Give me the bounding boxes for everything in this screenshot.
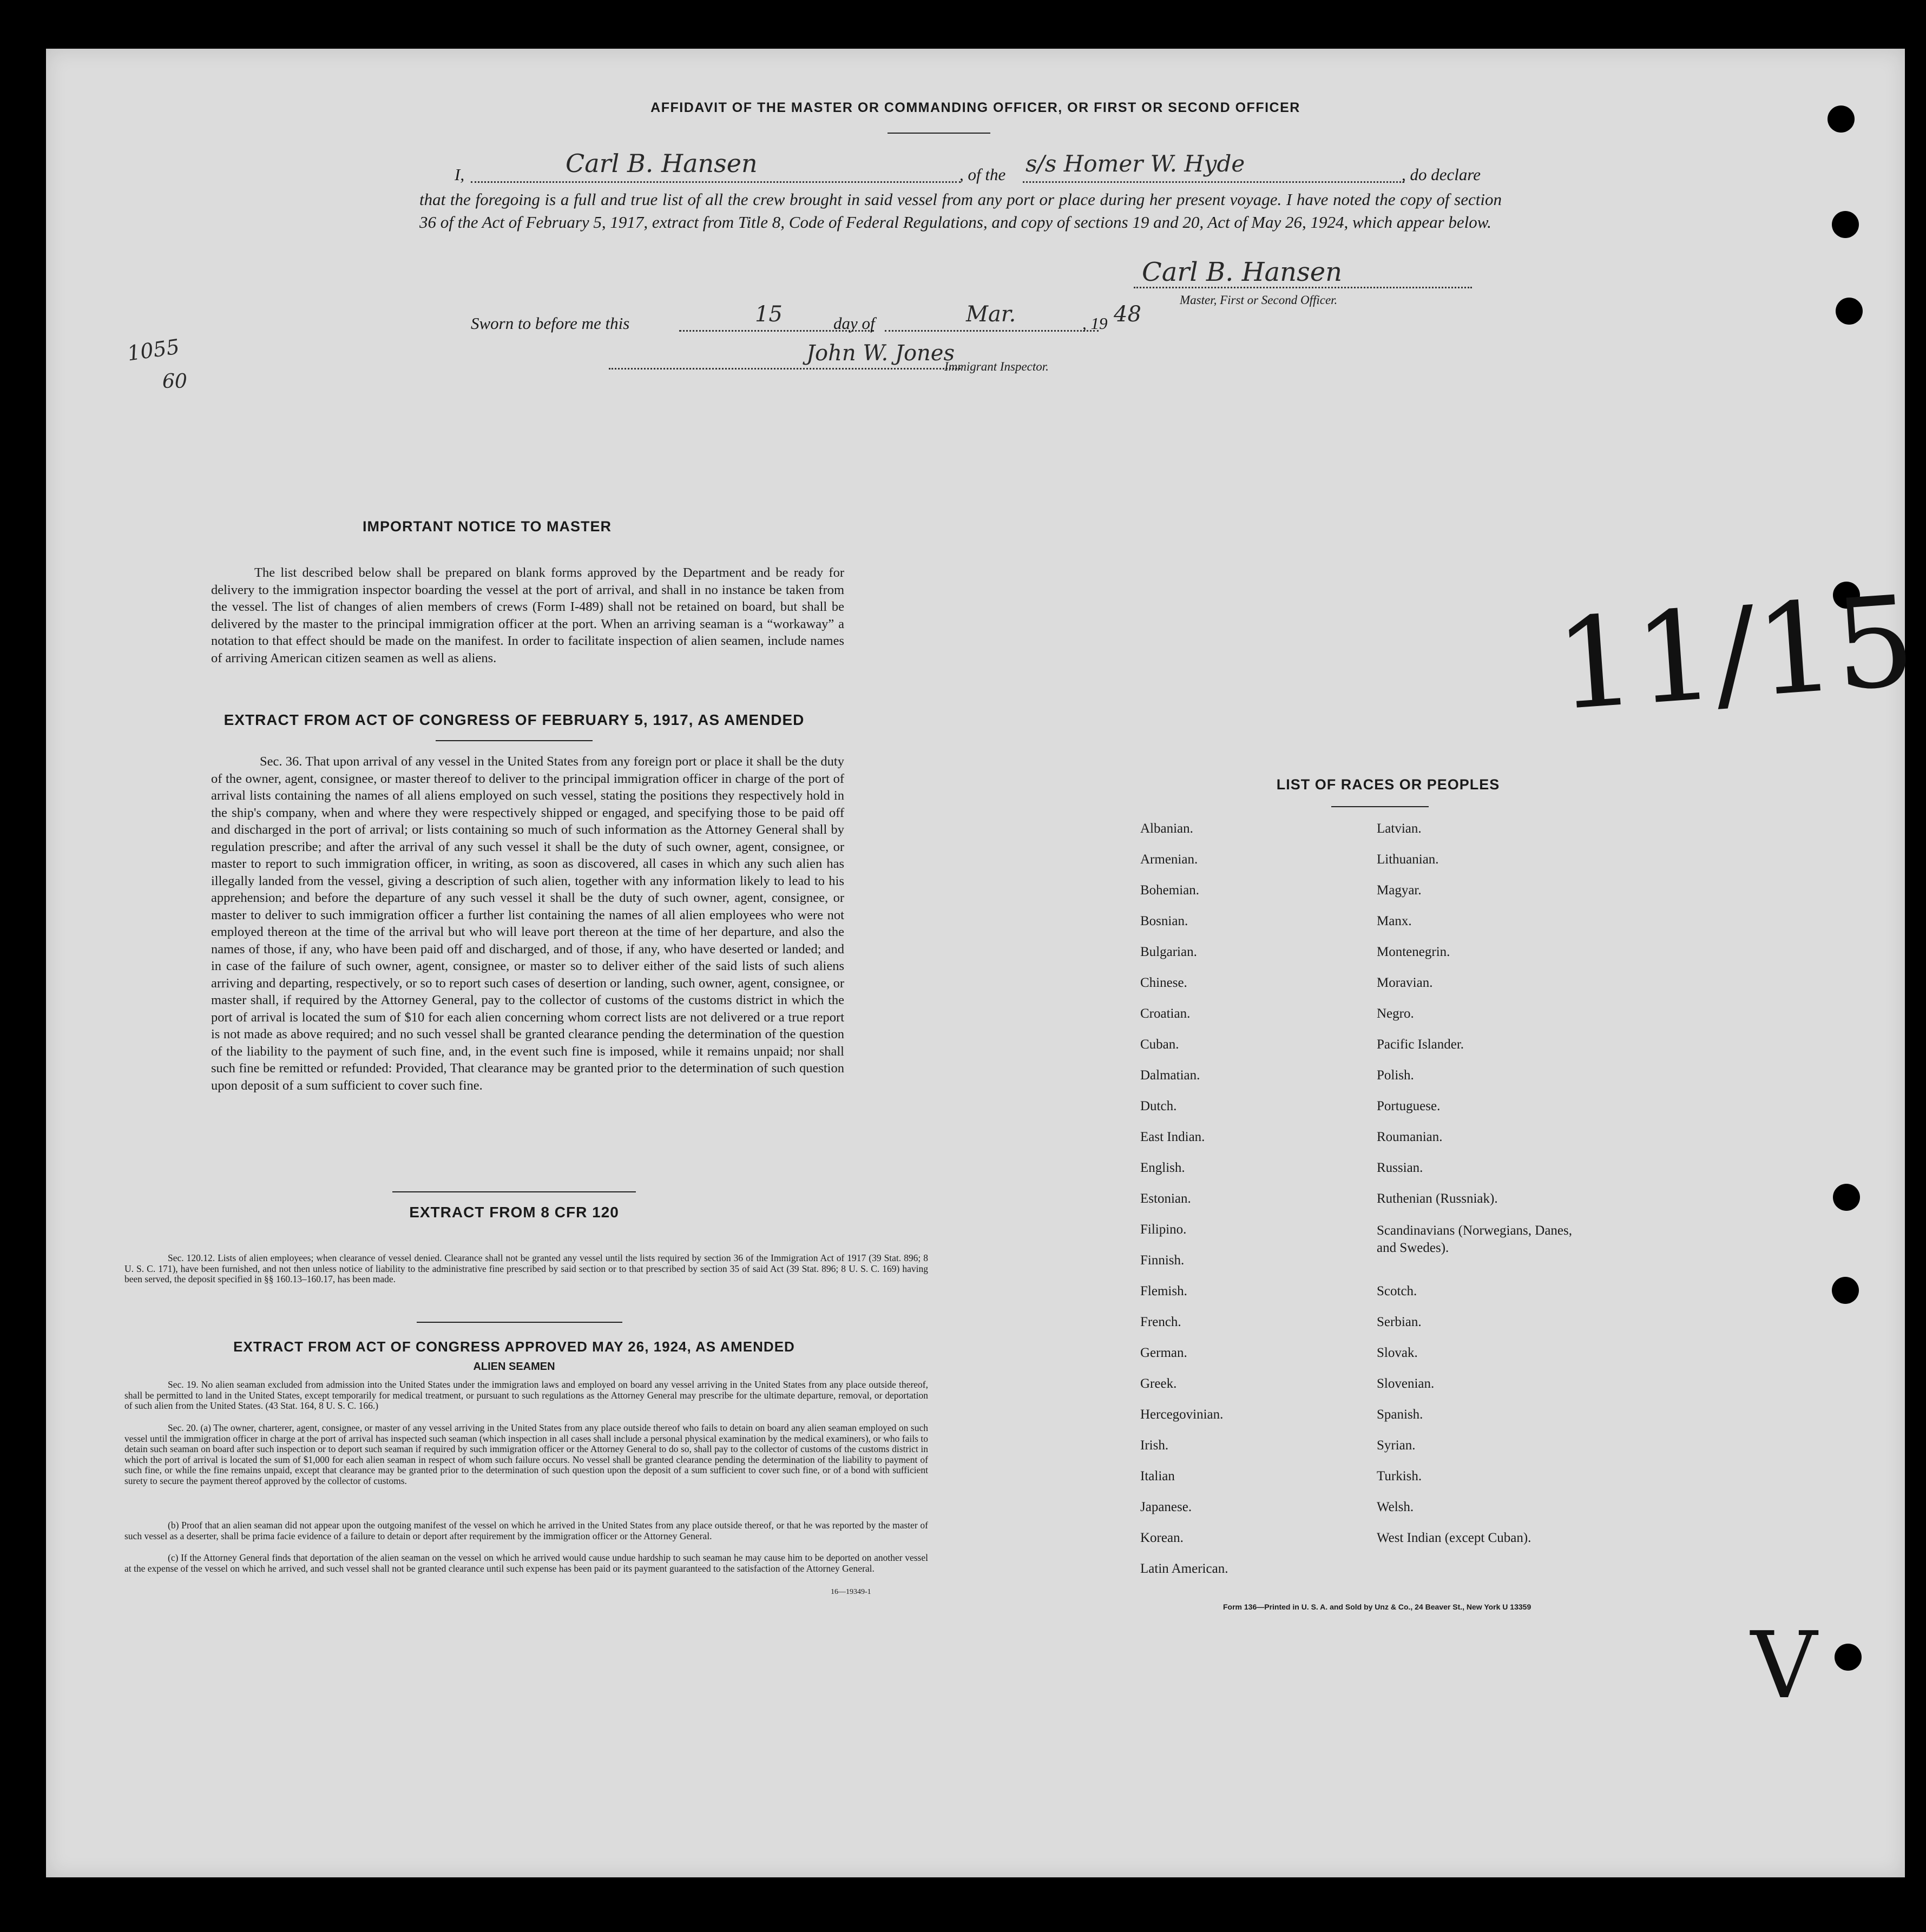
race-item: Negro. [1377, 1006, 1414, 1021]
race-item: Syrian. [1377, 1438, 1416, 1453]
race-item: West Indian (except Cuban). [1377, 1531, 1531, 1545]
affidavit-title: AFFIDAVIT OF THE MASTER OR COMMANDING OFFICER, OR FIRST OR SECOND OFFICER [650, 100, 1300, 115]
sworn-month: Mar. [966, 302, 1016, 327]
race-item: Albanian. [1140, 821, 1193, 836]
race-item: Bohemian. [1140, 883, 1200, 898]
sworn-year: 48 [1114, 302, 1141, 327]
race-item: Estonian. [1140, 1191, 1191, 1206]
race-item: Turkish. [1377, 1469, 1422, 1483]
inspector-label: Immigrant Inspector. [944, 360, 1049, 373]
master-signature-line [1134, 287, 1472, 288]
race-item: Polish. [1377, 1068, 1414, 1083]
race-item: English. [1140, 1160, 1185, 1175]
race-item: Irish. [1140, 1438, 1169, 1453]
sworn-label: Sworn to before me this [471, 314, 630, 333]
binder-hole [1832, 1277, 1859, 1304]
races-heading: LIST OF RACES OR PEOPLES [1276, 776, 1500, 793]
of-the-label: , of the [959, 165, 1006, 184]
sworn-day: 15 [755, 302, 783, 327]
race-item: Pacific Islander. [1377, 1037, 1464, 1052]
document-page [46, 49, 1920, 1877]
binder-hole [1835, 1644, 1862, 1671]
race-item: German. [1140, 1346, 1187, 1360]
extract-cfr-text: Sec. 120.12. Lists of alien employees; when clearance of vessel denied. Clearance shall not be granted any vessel until the lists required by section 36 of the Immigration Act of 1917 (39 Stat. 896; 8 U. S. C. 171), have been furnished, and not then unless notice of liability to the administrative fine prescribed by said section or to that prescribed by section 35 of said Act (39 Stat. 896; 8 U. S. C. 169) having been served, the deposit specified in §§ 160.13–160.17, has been made. [124, 1252, 928, 1285]
vessel-name-line [1023, 181, 1404, 183]
race-item: Montenegrin. [1377, 945, 1450, 959]
race-item: Finnish. [1140, 1253, 1185, 1268]
race-item: Bulgarian. [1140, 945, 1197, 959]
notice-text: The list described below shall be prepared on blank forms approved by the Department and be ready for delivery to the immigration inspector boarding the vessel at the port of arrival, and shall in no instance be taken from the vessel. The list of changes of alien members of crews (Form I-489) shall not be retained on board, but shall be delivered by the master to the principal immigration officer at the port. When an arriving seaman is a “workaway” a notation to that effect should be made on the manifest. In order to facilitate inspection of alien seamen, include names of arriving American citizen seamen as well as aliens. [211, 565, 844, 665]
extract-1917-divider [436, 740, 593, 741]
master-name-handwritten: Carl B. Hansen [566, 149, 758, 178]
race-item: Korean. [1140, 1531, 1184, 1545]
race-item: Serbian. [1377, 1315, 1422, 1329]
race-item: Latvian. [1377, 821, 1422, 836]
declaration-text: that the foregoing is a full and true list of all the crew brought in said vessel from any port or place during her present voyage. I have noted the copy of section 36 of the Act of February 5, 1917, extract from Title 8, Code of Federal Regulations, and copy of sections 19 and 20, Act of May 26, 1924, which appear below. [419, 190, 1502, 232]
extract-1924-heading: EXTRACT FROM ACT OF CONGRESS APPROVED MAY 26, 1924, AS AMENDED [233, 1338, 795, 1355]
1924-divider-top [417, 1322, 622, 1323]
margin-note-right-date: 11/15 [1551, 569, 1920, 738]
form-footer: Form 136—Printed in U. S. A. and Sold by Unz & Co., 24 Beaver St., New York U 13359 [1223, 1603, 1531, 1611]
race-item: Russian. [1377, 1160, 1423, 1175]
race-item: Greek. [1140, 1376, 1177, 1391]
inspector-signature-line [609, 368, 961, 370]
race-item: Slovenian. [1377, 1376, 1435, 1391]
margin-note-left-bottom: 60 [162, 371, 187, 393]
race-item: Roumanian. [1377, 1130, 1443, 1144]
race-item: Welsh. [1377, 1500, 1414, 1514]
extract-1924-sec20b: (b) Proof that an alien seaman did not appear upon the outgoing manifest of the vessel on which he arrived in the United States from any place outside thereof, or that he was reported by the master of such vessel as a deserter, shall be prima facie evidence of a failure to detain or deport after requirement by the immigration officer or the Attorney General. [124, 1520, 928, 1541]
race-item: Chinese. [1140, 975, 1187, 990]
race-item: Moravian. [1377, 975, 1433, 990]
race-item: Bosnian. [1140, 914, 1188, 928]
binder-hole [1833, 1184, 1860, 1211]
master-name-line [471, 181, 961, 183]
race-item: Armenian. [1140, 852, 1198, 867]
margin-note-left-top: 1055 [126, 334, 181, 366]
race-item: Manx. [1377, 914, 1412, 928]
race-item: Scandinavians (Norwegians, Danes, and Swedes). [1377, 1223, 1573, 1255]
race-item: Ruthenian (Russniak). [1377, 1191, 1498, 1206]
extract-1924-subheading: ALIEN SEAMEN [473, 1361, 555, 1373]
race-item: Cuban. [1140, 1037, 1179, 1052]
race-item: Japanese. [1140, 1500, 1192, 1514]
day-of-label: day of [833, 314, 875, 333]
races-divider [1331, 806, 1429, 807]
year-prefix: , 19 [1082, 314, 1108, 333]
do-declare-label: , do declare [1402, 165, 1481, 184]
race-item: Magyar. [1377, 883, 1422, 898]
race-item: Lithuanian. [1377, 852, 1439, 867]
binder-hole [1832, 211, 1859, 238]
race-item: Filipino. [1140, 1222, 1187, 1237]
binder-hole [1836, 298, 1863, 325]
race-item: Hercegovinian. [1140, 1407, 1224, 1422]
race-item: French. [1140, 1315, 1181, 1329]
race-item: Spanish. [1377, 1407, 1423, 1422]
race-item: Flemish. [1140, 1284, 1187, 1298]
cfr-divider-top [392, 1191, 636, 1192]
print-code: 16—19349-1 [831, 1588, 871, 1596]
race-item: East Indian. [1140, 1130, 1205, 1144]
extract-1917-heading: EXTRACT FROM ACT OF CONGRESS OF FEBRUARY 5, 1917, AS AMENDED [224, 711, 805, 728]
race-item: Dalmatian. [1140, 1068, 1200, 1083]
i-label: I, [455, 165, 465, 184]
margin-note-right-mark: V [1751, 1612, 1817, 1719]
race-item: Croatian. [1140, 1006, 1191, 1021]
race-item: Slovak. [1377, 1346, 1418, 1360]
extract-1924-sec20a: Sec. 20. (a) The owner, charterer, agent, consignee, or master of any vessel arriving in the United States from any place outside thereof who fails to detain on board any alien seaman employed on such vessel until the immigration officer in charge at the port of arrival has inspected such seaman (which inspection in all cases shall include a personal physical examination by the medical examiners), or who fails to detain such seaman on board after such inspection or to deport such seaman if required by such immigration officer or the Attorney General to do so, shall pay to the collector of customs of the customs district in which the port of arrival is located the sum of $1,000 for each alien seaman in respect of whom such failure occurs. No vessel shall be granted clearance pending the determination of the liability to payment of such fine, or while the fine remains unpaid, except that clearance may be granted prior to the determination of such question upon the deposit of a sum sufficient to cover such fine, or of a bond with sufficient surety to secure the payment thereof approved by the collector of customs. [124, 1422, 928, 1486]
inspector-signature: John W. Jones [806, 341, 955, 366]
extract-1917-text: Sec. 36. That upon arrival of any vessel in the United States from any foreign port or place it shall be the duty of the owner, agent, consignee, or master thereof to deliver to the principal immigration officer in charge of the port of arrival lists containing the names of all aliens employed on such vessel, stating the positions they respectively hold in the ship's company, when and where they were respectively shipped or engaged, and specifying those to be paid off and discharged in the port of arrival; or lists containing so much of such information as the Attorney General shall by regulation prescribe; and after the arrival of any such vessel it shall be the duty of such owner, agent, consignee, or master to report to such immigration officer, in writing, as soon as discovered, all cases in which any such alien has illegally landed from the vessel, giving a description of such alien, together with any information likely to lead to his apprehension; and before the departure of any such vessel it shall be the duty of such owner, agent, consignee, or master to deliver to such immigration officer a further list containing the names of all alien employees who were not employed thereon at the time of the arrival but who will leave port thereon at the time of her departure, and also the names of those, if any, who have been paid off and discharged, and of those, if any, who have deserted or landed; and in case of the failure of such owner, agent, consignee, or master so to deliver either of the said lists of such aliens arriving and departing, respectively, or so to report such cases of desertion or landing, such owner, agent, consignee, or master shall, if required by the Attorney General, pay to the collector of customs of the customs district in which the port of arrival is located the sum of $10 for each alien concerning whom correct lists are not delivered or a true report is not made as above required; and no such vessel shall be granted clearance pending the determination of the question of the liability to the payment of such fine, and, in the event such fine is imposed, while it remains unpaid; nor shall such fine be remitted or refunded: Provided, That clearance may be granted prior to the determination of such question upon deposit of a sum sufficient to cover such fine. [211, 754, 844, 1093]
extract-1924-sec20c: (c) If the Attorney General finds that deportation of the alien seaman on the vessel on which he arrived would cause undue hardship to such seaman he may cause him to be deported on another vessel at the expense of the vessel on which he arrived, and such vessel shall not be granted clearance until such expense has been paid or its payment guaranteed to the satisfaction of the Attorney General. [124, 1552, 928, 1574]
master-signature-label: Master, First or Second Officer. [1180, 293, 1338, 307]
title-divider [888, 133, 990, 134]
race-item: Italian [1140, 1469, 1175, 1483]
master-signature: Carl B. Hansen [1142, 257, 1343, 287]
race-item: Scotch. [1377, 1284, 1417, 1298]
notice-heading: IMPORTANT NOTICE TO MASTER [363, 518, 612, 535]
extract-1924-sec19: Sec. 19. No alien seaman excluded from admission into the United States under the immigration laws and employed on board any vessel arriving in the United States from any place outside thereof, shall be permitted to land in the United States, except temporarily for medical treatment, or pursuant to such regulations as the Attorney General may prescribe for the ultimate departure, removal, or deportation of such alien from the United States. (43 Stat. 164, 8 U. S. C. 166.) [124, 1379, 928, 1412]
race-item: Portuguese. [1377, 1099, 1441, 1113]
race-item: Latin American. [1140, 1561, 1228, 1576]
vessel-handwritten: s/s Homer W. Hyde [1026, 150, 1245, 177]
sworn-month-line [885, 330, 1099, 332]
race-item: Dutch. [1140, 1099, 1177, 1113]
extract-cfr-heading: EXTRACT FROM 8 CFR 120 [409, 1204, 619, 1221]
